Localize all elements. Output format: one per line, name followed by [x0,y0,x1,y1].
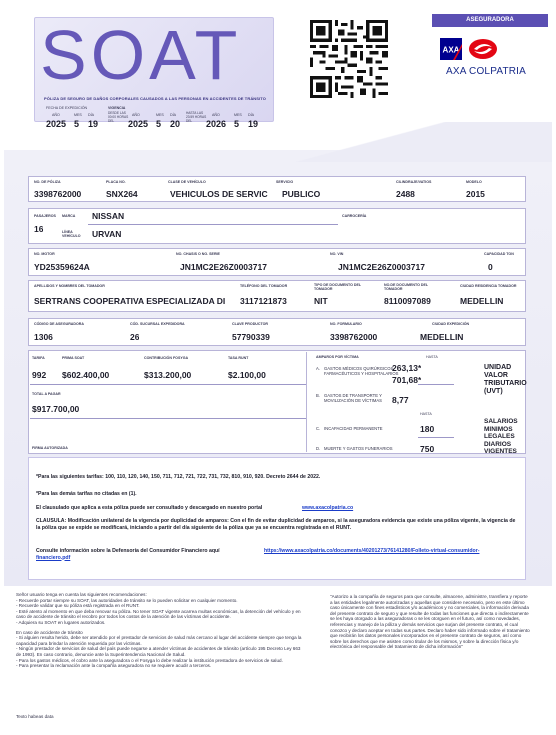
note-other-rates: *Para las demás tarifas no citadas en (1). [36,491,137,497]
brand-label: MARCA [62,214,76,218]
coverage-c-label: INCAPACIDAD PERMANENTE [324,426,383,431]
footer-rec-2: - Recuerde validar que su póliza está registrada en el RUNT. [16,603,140,609]
axa-logo-icon [440,38,462,60]
exp-year: 2025 [46,119,67,129]
cylinder-label: CILINDRAJE/VATIOS [396,180,432,184]
vin: JN1MC2E26Z0003717 [338,262,425,272]
holder: SERTRANS COOPERATIVA ESPECIALIZADA DI [34,296,226,306]
footer-habeas-data-text: "Autorizo a la compañía de seguros para que consulte, almacene, administre, transfiera y reporte a las entidades legalmente autorizadas y aquellas que considere necesario, pero en este último caso únicamente con fines estadísticos y/o académicos y no comerciales, la información derivada del presente contrato de seguro y que resulte de todas las funciones que directa o indirectamente se les haya otorgado a las aseguradoras o se les otorguen en el futuro, así como novedades, referencias y manejo de la póliza y demás servicios que surjan del presente contrato, el cual conozco y declaro aceptar en todas sus partes. Declaro haber sido informado sobre el tratamiento que recibirán los datos personales incorporados en el presente contrato de seguros, así como sobre los derechos que me asisten como titular de los mismos, y sobre la dirección física y/o electrónica del responsable del tratamiento de dicha información" [330,594,530,650]
coverage-upto-1: HASTA [426,355,438,359]
capacity-label: CAPACIDAD TON [484,252,514,256]
panel-top-edge [270,122,552,162]
coverage-b-label: GASTOS DE TRANSPORTE Y MOVILIZACIÓN DE VÍCTIMAS [324,393,382,403]
passengers: 16 [34,224,44,234]
coverage-c-letter: C. [316,426,321,431]
footer-bottom-label: Texto habeas data [16,714,54,719]
to-month: 5 [234,119,240,129]
total-label: TOTAL A PAGAR [32,392,61,396]
engine-label: NO. MOTOR [34,252,55,256]
note-rates: *Para las siguientes tarifas: 100, 110, 120, 140, 150, 711, 712, 721, 722, 731, 732, 810, 910, 920. Decreto 2644 de 2022. [36,474,321,480]
from-day: 20 [170,119,181,129]
coverage-a-value: 263,13* [392,363,422,373]
row-engine [28,248,526,276]
footer-rec-4: - Adquiera su SOAT en lugares autorizados. [16,619,106,625]
plate-label: PLACA NO. [106,180,126,184]
chassis-label: NO. CHASIS O NO. SERIE [176,252,220,256]
note-defensoria: Consulte información sobre la Defensoría del Consumidor Financiero aquí [36,548,220,554]
coverage-separator [306,352,307,452]
policy-no-label: NO. DE PÓLIZA [34,180,61,184]
to-year-label: AÑO [212,113,220,117]
passengers-label: PASAJEROS [34,214,56,218]
rate-label: TARIFA [32,356,45,360]
engine: YD25359624A [34,262,90,272]
payment-coverage-block [28,350,526,454]
insurer-tag: ASEGURADORA [432,14,548,27]
to-day: 19 [248,119,259,129]
form-no-label: NO. FORMULARIO [330,322,362,326]
coverage-value-underline-c [418,437,454,438]
line-label: LÍNEA VEHÍCULO [62,230,81,238]
coverage-d-letter: D. [316,446,321,451]
chassis: JN1MC2E26Z0003717 [180,262,267,272]
holder-phone-label: TELÉFONO DEL TOMADOR [240,284,288,288]
soat-title: SOAT [40,16,242,94]
service: PUBLICO [282,189,321,199]
holder-phone: 3117121873 [240,296,287,306]
body-label: CARROCERÍA [342,214,367,218]
footer-accident-title: En caso de accidente de tránsito [16,629,83,635]
total-divider [30,418,306,419]
policy-no: 3398762000 [34,189,82,199]
uvt-label: UNIDAD VALOR TRIBUTARIO (UVT) [484,364,527,395]
vehicle-class-label: CLASE DE VEHÍCULO [168,180,206,184]
line: URVAN [92,229,122,239]
axa-mark: AXA [442,45,460,55]
premium: $602.400,00 [62,370,110,380]
plate: SNX264 [106,189,138,199]
insurer-code-label: CÓDIGO DE ASEGURADORA [34,322,84,326]
from-year-label: AÑO [132,113,140,117]
footer-acc-1: - Si alguien resulta herido, debe ser atendido por el prestador de servicios de salud más cercano al lugar del accidente siempre que tenga la capacidad para brindar la atención requerida por las víctimas. [16,635,302,646]
exp-month: 5 [74,119,80,129]
smldv-label: SALARIOS MINIMOS LEGALES DIARIOS VIGENTES [484,418,518,455]
to-year: 2026 [206,119,227,129]
brand: NISSAN [92,211,125,221]
doc-type-label: TIPO DE DOCUMENTO DEL TOMADOR [314,283,361,291]
holder-city: MEDELLIN [460,296,504,306]
rate: 992 [32,370,47,380]
footer-left [16,592,306,669]
note-clausula: CLAUSULA: Modificación unilateral de la vigencia por duplicidad de amparos: Con el fin de evitar duplicidad de amparos, si la aseguradora evidencia que existe una póliza vigente, la vigencia de la póliza que se expide se modificará, iniciando a partir del día siguiente de la póliza que ya se encuentra registrada en el RUNT. [36,518,516,531]
from-month: 5 [156,119,162,129]
vehicle-class: VEHICULOS DE SERVIC [170,189,268,199]
expedition-city: MEDELLIN [420,332,464,342]
from-label: DESDE LAS 00:00 HORAS DEL [108,111,129,123]
form-no: 3398762000 [330,332,378,342]
signature-label: FIRMA AUTORIZADA [32,446,68,450]
fosyga-label: CONTRIBUCIÓN FOSYGA [144,356,189,360]
runt: $2.100,00 [228,370,266,380]
exp-day: 19 [88,119,99,129]
validity-label: VIGENCIA [108,106,126,110]
footer-acc-3: - Para los gastos médicos, el cobro ante la aseguradora o el Fosyga lo debe realizar la institución prestadora de servicios de salud. [16,657,283,663]
footer-left-title: Señor usuario tenga en cuenta las siguientes recomendaciones: [16,592,147,597]
service-label: SERVICIO [276,180,294,184]
expedition-city-label: CIUDAD EXPEDICIÓN [432,322,470,326]
payment-divider [30,384,306,385]
premium-label: PRIMA SOAT [62,356,85,360]
model: 2015 [466,189,485,199]
expedition-date-label: FECHA DE EXPEDICIÓN [46,106,88,110]
exp-day-label: DÍA [88,113,94,117]
to-day-label: DÍA [248,113,254,117]
exp-year-label: AÑO [52,113,60,117]
branch-code-label: CÓD. SUCURSAL EXPEDIDORA [130,322,185,326]
insurer-brand: AXA COLPATRIA [446,66,527,77]
footer-rec-1: - Recuerde portar siempre su SOAT, las autoridades de tránsito se lo pueden solicitar en cualquier momento. [16,597,238,603]
coverage-value-underline-a [418,384,454,385]
coverage-upto-2: HASTA [420,412,432,416]
fosyga: $313.200,00 [144,370,192,380]
colpatria-logo-icon [468,38,498,60]
model-label: MODELO [466,180,482,184]
from-year: 2025 [128,119,149,129]
capacity: 0 [488,262,493,272]
brand-divider [88,224,338,225]
coverage-b-value: 8,77 [392,395,409,405]
branch-code: 26 [130,332,140,342]
doc-no: 8110097089 [384,296,431,306]
note-clausulado: El clausulado que aplica a esta póliza puede ser consultado y descargado en nuestro portal [36,505,263,511]
footer-rec-3: - Esté atento al momento en que deba renovar su póliza. No tener SOAT vigente acarrea multas económicas, la detención del vehículo y en caso de accidente de tránsito el recobro por todos los costos de la atención de las víctimas del accidente. [16,608,301,620]
from-day-label: DÍA [170,113,176,117]
holder-label: APELLIDOS Y NOMBRES DEL TOMADOR [34,284,105,288]
producer-key: 57790339 [232,332,270,342]
coverage-a-letter: A. [316,366,320,371]
cylinder: 2488 [396,189,415,199]
runt-label: TASA RUNT [228,356,249,360]
insurer-code: 1306 [34,332,53,342]
doc-no-label: NO.DE DOCUMENTO DEL TOMADOR [384,283,428,291]
doc-type: NIT [314,296,328,306]
to-month-label: MES [234,113,242,117]
producer-key-label: CLAVE PRODUCTOR [232,322,269,326]
coverage-d-label: MUERTE Y GASTOS FUNERARIOS [324,446,393,451]
portal-link[interactable]: www.axacolpatria.co [302,505,354,511]
to-label: HASTA LAS 23:59 HORAS DEL [186,111,207,123]
footer-acc-4: - Para presentar la reclamación ante la compañía aseguradora no se requiere acudir a terceros. [16,663,212,669]
defensoria-link[interactable]: https://www.axacolpatria.co/documents/40201273/76141280/Folleto-virtual-consumidor-financiero.pdf [36,548,480,561]
coverage-b-letter: B. [316,393,320,398]
qr-code [310,20,388,98]
coverage-d-value: 750 [420,444,435,454]
vin-label: NO. VIN [330,252,344,256]
coverage-header: AMPAROS POR VÍCTIMA [316,355,359,359]
coverage-a-value2: 701,68* [392,375,422,385]
footer-acc-2: - Ningún prestador de servicios de salud del país puede negarse a atender víctimas de accidentes de tránsito (artículo 195 Decreto Ley 663 de 1993). En caso contrario, denuncie ante la Superintendencia Nacional de Salud. [16,646,301,657]
soat-subtitle: PÓLIZA DE SEGURO DE DAÑOS CORPORALES CAUSADOS A LAS PERSONAS EN ACCIDENTES DE TRÁNSITO [44,96,266,101]
exp-month-label: MES [74,113,82,117]
holder-city-label: CIUDAD RESIDENCIA TOMADOR [460,284,517,288]
total: $917.700,00 [32,404,80,414]
from-month-label: MES [156,113,164,117]
coverage-c-value: 180 [420,424,435,434]
coverage-a-label: GASTOS MÉDICOS QUIRÚRGICOS, FARMACÉUTICOS Y HOSPITALARIOS [324,366,399,376]
